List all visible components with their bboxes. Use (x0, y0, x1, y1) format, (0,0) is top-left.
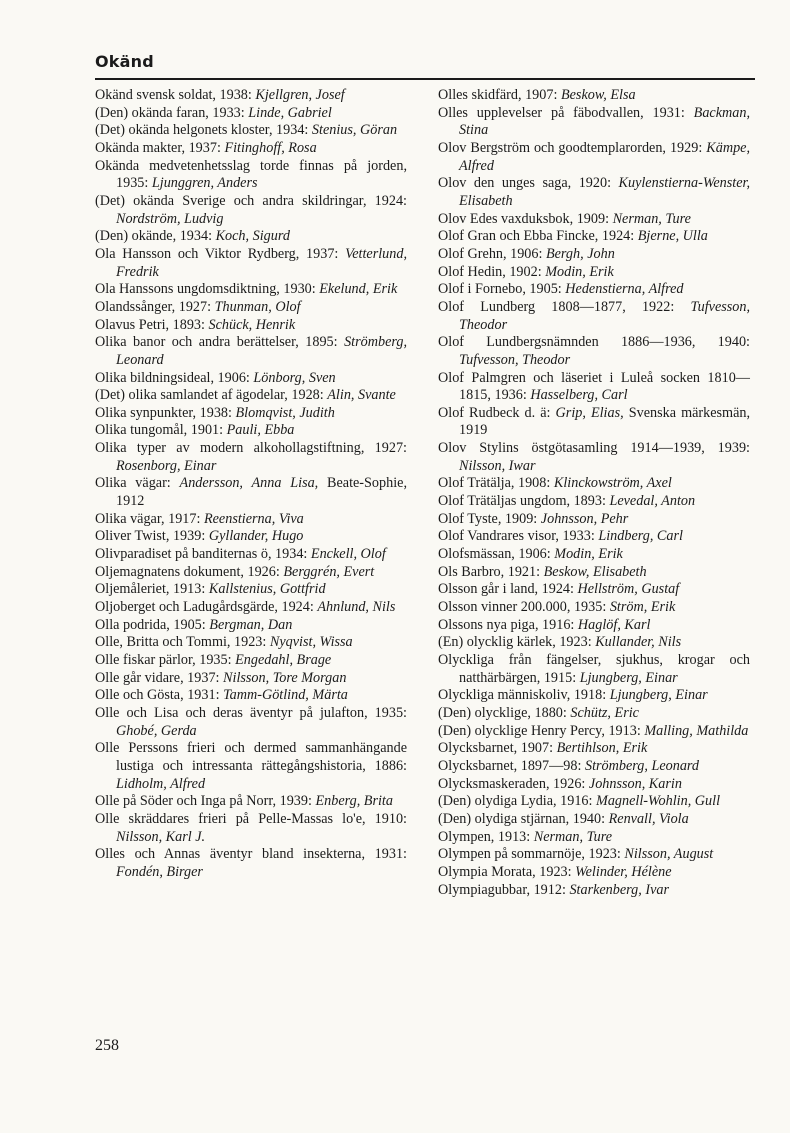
entry-title: (Den) olycklige, 1880: (438, 704, 567, 721)
entry-title: Olika vägar, 1917: (95, 510, 201, 527)
header-rule (95, 78, 755, 80)
index-entry (95, 299, 407, 317)
entry-author: Hasselberg, Carl (530, 387, 628, 404)
index-entry (438, 440, 750, 475)
index-entry (95, 405, 407, 423)
entry-title: Oliver Twist, 1939: (95, 528, 206, 545)
entry-title: Olov Edes vaxduksbok, 1909: (438, 210, 610, 227)
index-entry (95, 228, 407, 246)
entry-author: Nilsson, Karl J. (116, 828, 206, 845)
entry-title: Olle, Britta och Tommi, 1923: (95, 634, 267, 651)
entry-title: (Den) olydiga Lydia, 1916: (438, 793, 593, 810)
entry-title: Olof Trätäljas ungdom, 1893: (438, 493, 606, 510)
index-entry (438, 829, 750, 847)
index-entry (95, 599, 407, 617)
index-entry (95, 564, 407, 582)
entry-title: Olles och Annas äventyr bland insekterna, 1931: (95, 846, 407, 863)
entry-title: Olle fiskar pärlor, 1935: (95, 652, 232, 668)
entry-title: Olyckliga människoliv, 1918: (438, 687, 607, 704)
index-entry (95, 87, 407, 105)
entry-title: Olika bildningsideal, 1906: (95, 369, 250, 386)
index-entry (95, 317, 407, 335)
entry-title: Olsson vinner 200.000, 1935: (438, 599, 607, 616)
index-entry (438, 405, 750, 440)
entry-author: Nyqvist, Wissa (269, 634, 353, 651)
entry-author: Magnell-Wohlin, Gull (596, 793, 721, 810)
entry-author: Vetterlund, Fredrik (116, 245, 408, 280)
entry-author: Modin, Erik (554, 546, 623, 563)
entry-author: Fitinghoff, Rosa (224, 139, 317, 156)
index-entry (438, 140, 750, 175)
entry-author: Ljunggren, Anders (151, 175, 258, 192)
entry-author: Alin, Svante (327, 387, 396, 404)
index-entry (438, 105, 750, 140)
entry-title: Olivparadiset på banditernas ö, 1934: (95, 546, 308, 563)
entry-author: Lindberg, Carl (598, 528, 683, 545)
entry-author: Nilsson, Tore Morgan (223, 669, 347, 686)
running-header: Okänd (95, 52, 154, 71)
entry-author: Nerman, Ture (612, 210, 691, 227)
entry-author: Kjellgren, Josef (255, 87, 345, 103)
entry-author: Malling, Mathilda (644, 722, 749, 739)
entry-author: Welinder, Hélène (575, 863, 672, 880)
entry-title: Olof Trätälja, 1908: (438, 475, 551, 492)
index-entry (438, 617, 750, 635)
entry-title: Olympiagubbar, 1912: (438, 881, 566, 898)
index-entry (438, 281, 750, 299)
entry-title: (Den) okände, 1934: (95, 228, 213, 245)
entry-author: Stenius, Göran (311, 122, 398, 139)
entry-title: Olla podrida, 1905: (95, 616, 206, 633)
entry-title: Okända medvetenhetsslag torde finnas på jorden, 1935: (95, 157, 407, 192)
index-entry (95, 370, 407, 388)
index-entry (95, 440, 407, 475)
entry-title: Ola Hansson och Viktor Rydberg, 1937: (95, 245, 339, 262)
entry-author: Nilsson, August (624, 846, 714, 863)
index-entry (438, 493, 750, 511)
entry-title: (Det) olika samlandet af ägodelar, 1928: (95, 387, 324, 404)
index-entry (438, 793, 750, 811)
entry-title: Olika typer av modern alkohollagstiftning, 1927: (95, 440, 407, 457)
index-entry (438, 846, 750, 864)
entry-author: Kallstenius, Gottfrid (208, 581, 326, 598)
index-entry (95, 387, 407, 405)
entry-title: Olandssånger, 1927: (95, 298, 212, 315)
index-entry (95, 705, 407, 740)
entry-title: Olika tungomål, 1901: (95, 422, 224, 439)
entry-author: Kuylenstierna-Wenster, Elisabeth (459, 175, 750, 209)
index-entry (95, 581, 407, 599)
entry-title: (Den) olydiga stjärnan, 1940: (438, 810, 606, 827)
entry-author: Modin, Erik (545, 263, 614, 280)
index-entry (438, 864, 750, 882)
entry-author: Hedenstierna, Alfred (565, 281, 684, 298)
entry-title: Olle och Gösta, 1931: (95, 687, 220, 704)
entry-title: Olycksbarnet, 1897—98: (438, 757, 582, 774)
entry-author: Ahnlund, Nils (317, 599, 396, 616)
index-entry (438, 705, 750, 723)
entry-title: (Det) okända helgonets kloster, 1934: (95, 122, 309, 139)
index-entry (95, 105, 407, 123)
entry-title: Olle Perssons frieri och dermed sammanhängande lustiga och intressanta rättegångshistoria, 1886: (95, 740, 407, 774)
index-entry (438, 175, 750, 210)
index-entry (95, 652, 407, 670)
entry-author: Pauli, Ebba (226, 422, 295, 439)
index-entry (95, 158, 407, 193)
entry-author: Engedahl, Brage (235, 652, 332, 668)
entry-title: Olle på Söder och Inga på Norr, 1939: (95, 793, 312, 810)
index-entry (438, 546, 750, 564)
entry-author: Strömberg, Leonard (584, 757, 700, 774)
entry-title: Olycksmaskeraden, 1926: (438, 775, 586, 792)
index-entry (438, 581, 750, 599)
index-entry (438, 370, 750, 405)
entry-author: Blomqvist, Judith (235, 404, 335, 421)
index-entry (95, 846, 407, 881)
entry-title: Olof Rudbeck d. ä: (438, 404, 551, 421)
entry-author: Andersson, Anna Lisa, (179, 475, 319, 492)
index-entry (95, 740, 407, 793)
index-entry (438, 228, 750, 246)
entry-author: Gyllander, Hugo (208, 528, 304, 545)
entry-author: Nilsson, Iwar (459, 457, 536, 474)
index-entry (438, 723, 750, 741)
entry-title: Olsson går i land, 1924: (438, 581, 574, 598)
entry-author: Beskow, Elisabeth (543, 563, 647, 580)
index-entry (438, 811, 750, 829)
entry-author: Reenstierna, Viva (203, 510, 304, 527)
index-entry (438, 511, 750, 529)
entry-title: Olles upplevelser på fäbodvallen, 1931: (438, 104, 685, 121)
index-entry (95, 193, 407, 228)
entry-title: Olles skidfärd, 1907: (438, 87, 558, 103)
entry-title: Olov den unges saga, 1920: (438, 175, 612, 192)
index-entry (95, 246, 407, 281)
index-entry (438, 528, 750, 546)
entry-title: Olympen på sommarnöje, 1923: (438, 846, 621, 863)
entry-extra: Svenska märkesmän, 1919 (459, 404, 751, 439)
entry-title: (Det) okända Sverige och andra skildringar, 1924: (95, 192, 407, 209)
entry-title: Olle går vidare, 1937: (95, 669, 220, 686)
entry-extra: Beate-Sophie, 1912 (116, 475, 407, 510)
index-entry (438, 882, 750, 900)
index-entry (95, 475, 407, 510)
entry-title: (Den) olycklige Henry Percy, 1913: (438, 722, 641, 739)
index-entry (95, 334, 407, 369)
entry-author: Renvall, Viola (608, 810, 689, 827)
entry-author: Hellström, Gustaf (577, 581, 680, 598)
index-entry (95, 811, 407, 846)
index-entry (438, 334, 750, 369)
entry-author: Ström, Erik (609, 599, 676, 616)
entry-author: Thunman, Olof (214, 298, 301, 315)
entry-title: Olof Tyste, 1909: (438, 510, 538, 527)
entry-author: Ljungberg, Einar (579, 669, 678, 686)
entry-author: Nerman, Ture (533, 828, 613, 845)
entry-title: Olov Stylins östgötasamling 1914—1939, 1939: (438, 440, 750, 457)
entry-author: Tufvesson, Theodor (459, 298, 751, 333)
index-entry (95, 634, 407, 652)
entry-title: Olympia Morata, 1923: (438, 863, 572, 880)
entry-author: Bertihlson, Erik (556, 740, 648, 757)
entry-author: Schück, Henrik (208, 316, 296, 333)
entry-title: Okända makter, 1937: (95, 139, 221, 156)
entry-title: Olof Gran och Ebba Fincke, 1924: (438, 228, 635, 245)
entry-author: Ghobé, Gerda (116, 722, 197, 739)
entry-author: Enckell, Olof (310, 546, 386, 563)
entry-author: Klinckowström, Axel (553, 475, 672, 492)
entry-title: Olof Vandrares visor, 1933: (438, 528, 595, 545)
entry-title: Olof Palmgren och läseriet i Luleå socken 1810—1815, 1936: (438, 369, 750, 404)
index-entry (95, 687, 407, 705)
index-entry (95, 422, 407, 440)
index-entry (438, 246, 750, 264)
entry-title: Ola Hanssons ungdomsdiktning, 1930: (95, 281, 316, 298)
entry-author: Lönborg, Sven (253, 369, 336, 386)
entry-author: Koch, Sigurd (215, 228, 290, 245)
entry-title: Olof Lundberg 1808—1877, 1922: (438, 298, 675, 315)
index-entry (438, 687, 750, 705)
index-entry (95, 546, 407, 564)
entry-author: Starkenberg, Ivar (569, 881, 669, 898)
entry-author: Strömberg, Leonard (116, 334, 408, 368)
entry-title: Olof Hedin, 1902: (438, 263, 542, 280)
entry-title: Olssons nya piga, 1916: (438, 616, 575, 633)
entry-title: Olle skräddares frieri på Pelle-Massas lo'e, 1910: (95, 810, 407, 827)
entry-author: Grip, Elias, (555, 404, 624, 421)
entry-author: Bjerne, Ulla (637, 228, 708, 245)
entry-author: Ljungberg, Einar (609, 687, 708, 704)
entry-title: Olycksbarnet, 1907: (438, 740, 554, 757)
index-entry (95, 122, 407, 140)
entry-title: Olika banor och andra berättelser, 1895: (95, 334, 338, 351)
entry-title: Olof i Fornebo, 1905: (438, 281, 562, 298)
entry-author: Kullander, Nils (595, 634, 682, 651)
entry-title: Olle och Lisa och deras äventyr på julafton, 1935: (95, 704, 407, 721)
index-entry (438, 776, 750, 794)
index-entry (95, 617, 407, 635)
entry-title: Olympen, 1913: (438, 828, 531, 845)
index-entry (438, 299, 750, 334)
entry-title: Olika vägar: (95, 475, 171, 492)
index-entry (438, 634, 750, 652)
index-entry (438, 211, 750, 229)
entry-author: Kämpe, Alfred (459, 139, 751, 174)
entry-author: Lidholm, Alfred (116, 775, 206, 792)
entry-title: Okänd svensk soldat, 1938: (95, 87, 252, 103)
entry-title: Oljoberget och Ladugårdsgärde, 1924: (95, 599, 314, 616)
entry-title: Olof Lundbergsnämnden 1886—1936, 1940: (438, 334, 750, 351)
index-entry (438, 652, 750, 687)
index-entry (95, 281, 407, 299)
entry-author: Rosenborg, Einar (116, 457, 217, 474)
entry-title: Olavus Petri, 1893: (95, 316, 205, 333)
index-entry (438, 740, 750, 758)
entry-author: Schütz, Eric (570, 704, 639, 721)
entry-title: Ols Barbro, 1921: (438, 563, 541, 580)
entry-author: Johnsson, Karin (588, 775, 682, 792)
index-entry (95, 511, 407, 529)
entry-author: Beskow, Elsa (560, 87, 636, 103)
entry-author: Nordström, Ludvig (116, 210, 224, 227)
index-entry (438, 475, 750, 493)
index-entry (438, 87, 750, 105)
entry-author: Berggrén, Evert (283, 563, 375, 580)
entry-title: Oljemåleriet, 1913: (95, 581, 206, 598)
index-entry (438, 264, 750, 282)
entry-title: Olofsmässan, 1906: (438, 546, 551, 563)
entry-author: Fondén, Birger (116, 863, 203, 880)
index-column-left (95, 87, 407, 882)
entry-author: Linde, Gabriel (248, 104, 332, 121)
entry-title: Olof Grehn, 1906: (438, 245, 543, 262)
entry-author: Bergman, Dan (209, 616, 293, 633)
entry-title: Oljemagnatens dokument, 1926: (95, 563, 280, 580)
entry-title: (Den) okända faran, 1933: (95, 104, 245, 121)
index-entry (95, 793, 407, 811)
entry-author: Bergh, John (545, 245, 615, 262)
index-entry (438, 564, 750, 582)
entry-title: Olyckliga från fängelser, sjukhus, krogar och natthärbärgen, 1915: (438, 652, 750, 686)
entry-author: Johnsson, Pehr (540, 510, 629, 527)
entry-author: Backman, Stina (459, 104, 750, 139)
index-entry (95, 140, 407, 158)
entry-author: Tamm-Götlind, Märta (223, 687, 348, 704)
index-entry (95, 670, 407, 688)
entry-author: Enberg, Brita (315, 793, 393, 810)
index-entry (438, 599, 750, 617)
entry-author: Tufvesson, Theodor (459, 351, 571, 368)
entry-author: Levedal, Anton (609, 493, 696, 510)
index-entry (95, 528, 407, 546)
index-column-right (438, 87, 750, 899)
entry-title: (En) olycklig kärlek, 1923: (438, 634, 592, 651)
page-number: 258 (95, 1037, 119, 1054)
entry-author: Ekelund, Erik (319, 281, 398, 298)
entry-title: Olov Bergström och goodtemplarorden, 1929: (438, 139, 703, 156)
entry-title: Olika synpunkter, 1938: (95, 404, 232, 421)
entry-author: Haglöf, Karl (577, 616, 651, 633)
index-entry (438, 758, 750, 776)
